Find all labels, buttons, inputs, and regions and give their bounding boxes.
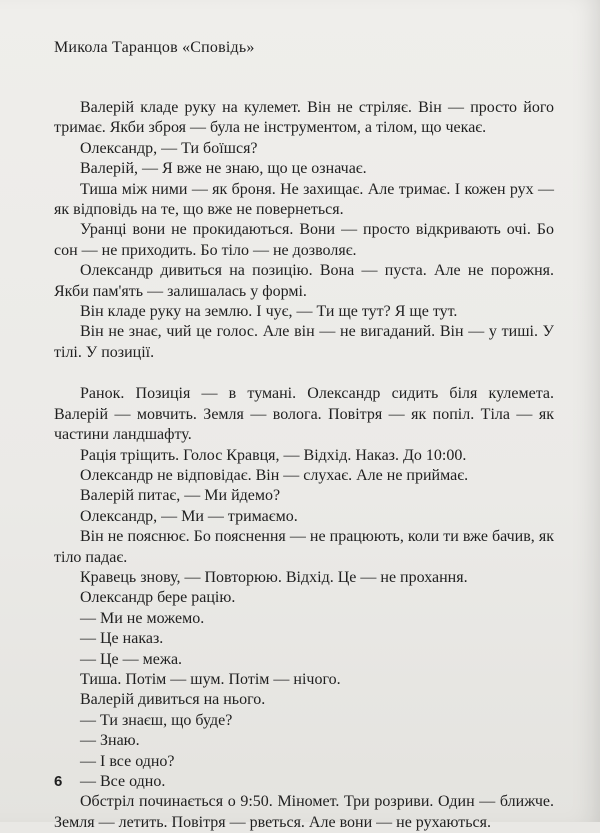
running-header: Микола Таранцов «Сповідь» <box>54 39 255 56</box>
paragraph: Тиша. Потім — шум. Потім — нічого. <box>80 670 341 688</box>
paragraph: Валерій кладе руку на кулемет. Він не стріляє. Він — просто його тримає. Якби зброя — була не інструментом, а тілом, що чекає. <box>54 99 554 137</box>
dialogue-line: — Ми не можемо. <box>80 609 205 627</box>
paragraph: Олександр, — Ми — тримаємо. <box>80 507 298 525</box>
paragraph: Тиша між ними — як броня. Не захищає. Але тримає. І кожен рух — як відповідь на те, що вже не повернеться. <box>54 180 554 219</box>
paragraph: Уранці вони не прокидаються. Вони — просто відкривають очі. Бо сон — не приходить. Бо тіло — не дозволяє. <box>54 221 554 259</box>
paragraph: Ранок. Позиція — в тумані. Олександр сидить біля кулемета. Валерій — мовчить. Земля — волога. Повітря — як попіл. Тіла — як частини ландшафту. <box>54 385 554 444</box>
paragraph: Валерій дивиться на нього. <box>80 691 266 709</box>
dialogue-line: — Все одно. <box>80 773 166 790</box>
paragraph: Валерій питає, — Ми йдемо? <box>80 487 281 505</box>
paragraph: Олександр дивиться на позицію. Вона — пуста. Але не порожня. Якби пам'ять — залишалась у формі. <box>54 262 554 300</box>
paragraph: Кравець знову, — Повторюю. Відхід. Це — не прохання. <box>80 568 468 586</box>
section-break <box>54 363 554 384</box>
dialogue-line: — Ти знаєш, що буде? <box>80 711 233 729</box>
page-number: 6 <box>54 773 63 790</box>
paragraph: Валерій, — Я вже не знаю, що це означає. <box>80 160 367 178</box>
body-text <box>54 98 554 833</box>
paragraph: Рація тріщить. Голос Кравця, — Відхід. Наказ. До 10:00. <box>80 446 467 464</box>
paragraph: Він не пояснює. Бо пояснення — не працюють, коли ти вже бачив, як тіло падає. <box>54 528 554 566</box>
paragraph: Олександр бере рацію. <box>80 589 236 607</box>
paragraph: Обстріл починається о 9:50. Міномет. Три розриви. Один — ближче. Земля — летить. Повітря — рветься. Але вони — не рухаються. <box>54 793 554 831</box>
dialogue-line: — Знаю. <box>80 732 140 750</box>
paragraph: Він не знає, чий це голос. Але він — не вигаданий. Він — у тиші. У тілі. У позиції. <box>54 323 554 361</box>
dialogue-line: — І все одно? <box>80 752 175 770</box>
dialogue-line: — Це — межа. <box>80 650 183 668</box>
paragraph: Олександр не відповідає. Він — слухає. Але не приймає. <box>80 466 469 484</box>
paragraph: Олександр, — Ти боїшся? <box>80 139 258 157</box>
paragraph: Він кладе руку на землю. І чує, — Ти ще тут? Я ще тут. <box>80 303 458 321</box>
dialogue-line: — Це наказ. <box>80 630 164 648</box>
